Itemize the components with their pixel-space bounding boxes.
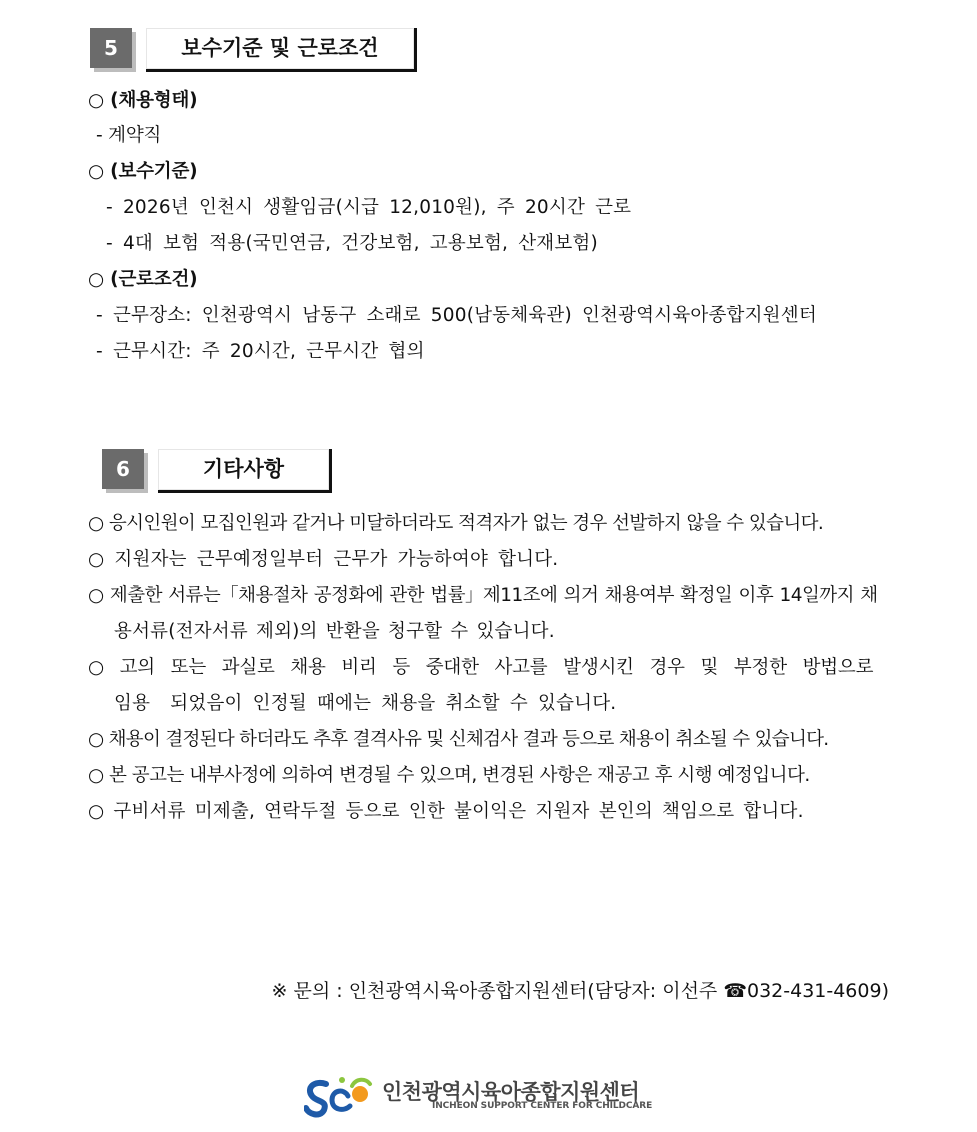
notice-item: ○ 고의 또는 과실로 채용 비리 등 중대한 사고를 발생시킨 경우 및 부정한 방법으로 [88,657,874,678]
center-logo [304,1074,653,1118]
employment-type-item: - 계약직 [96,125,162,146]
notice-item: ○ 채용이 결정된다 하더라도 추후 결격사유 및 신체검사 결과 등으로 채용이 취소될 수 있습니다. [88,729,829,750]
notice-item: ○ 구비서류 미제출, 연락두절 등으로 인한 불이익은 지원자 본인의 책임으로 합니다. [88,801,804,822]
pay-item: - 4대 보험 적용(국민연금, 건강보험, 고용보험, 산재보험) [106,233,598,254]
notice-item: ○ 제출한 서류는「채용절차 공정화에 관한 법률」제11조에 의거 채용여부 확정일 이후 14일까지 채 [88,585,878,606]
section-5-number: 5 [90,28,132,68]
notice-item: ○ 지원자는 근무예정일부터 근무가 가능하여야 합니다. [88,549,559,570]
section-6-title: 기타사항 [158,449,332,493]
pay-heading: ○ (보수기준) [88,161,198,182]
notice-item-continued: 용서류(전자서류 제외)의 반환을 청구할 수 있습니다. [114,621,555,642]
contact-info: ※ 문의 : 인천광역시육아종합지원센터(담당자: 이선주 ☎032-431-4609) [271,980,889,1002]
conditions-heading: ○ (근로조건) [88,269,198,290]
employment-type-heading: ○ (채용형태) [88,90,198,111]
pay-item: - 2026년 인천시 생활임금(시급 12,010원), 주 20시간 근로 [106,197,632,218]
section-6-number: 6 [102,449,144,489]
notice-item: ○ 응시인원이 모집인원과 같거나 미달하더라도 적격자가 없는 경우 선발하지 않을 수 있습니다. [88,513,824,534]
logo-mark-icon [304,1074,376,1118]
logo-name-english: INCHEON SUPPORT CENTER FOR CHILDCARE [432,1101,653,1111]
section-5-title: 보수기준 및 근로조건 [146,28,417,72]
notice-item-continued: 임용 되었음이 인정될 때에는 채용을 취소할 수 있습니다. [114,693,617,714]
conditions-item: - 근무시간: 주 20시간, 근무시간 협의 [96,341,425,362]
notice-item: ○ 본 공고는 내부사정에 의하여 변경될 수 있으며, 변경된 사항은 재공고 후 시행 예정입니다. [88,765,810,786]
logo-name-korean: 인천광역시육아종합지원센터 [382,1080,640,1104]
conditions-item: - 근무장소: 인천광역시 남동구 소래로 500(남동체육관) 인천광역시육아종합지원센터 [96,305,817,326]
